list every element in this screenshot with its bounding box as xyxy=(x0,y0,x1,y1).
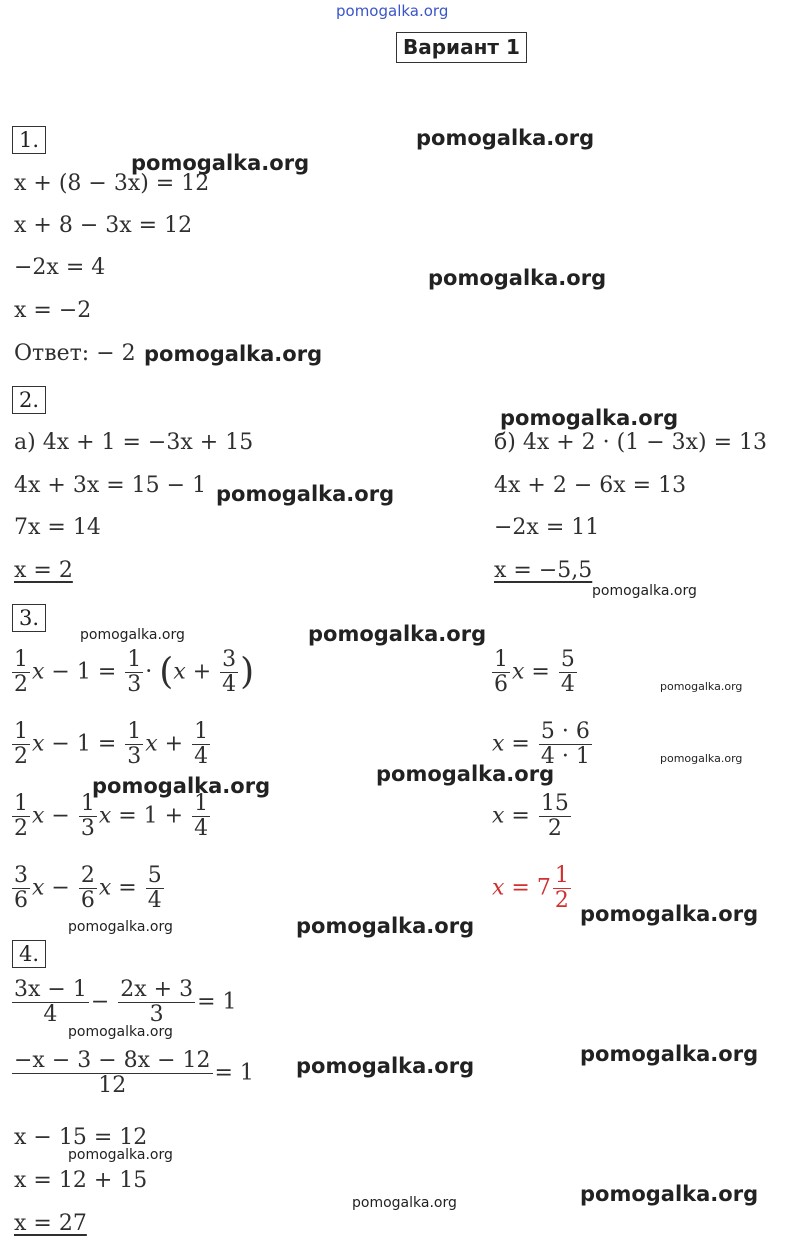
task4-line2: $\frac{-x - 3 - 8x - 12}{12}$ = 1 xyxy=(14,1048,254,1098)
task3-final-answer: x = 7 $\frac{1}{2}$ xyxy=(492,863,569,913)
page-title: Вариант 1 xyxy=(396,32,527,63)
task3-number: 3. xyxy=(12,604,46,632)
task4-line3: x − 15 = 12 xyxy=(14,1125,148,1150)
watermark: pomogalka.org xyxy=(660,752,743,765)
task3-right-line2: x = $\frac{5 \cdot 6}{4 \cdot 1}$ xyxy=(492,719,590,769)
watermark: pomogalka.org xyxy=(68,919,173,935)
watermark: pomogalka.org xyxy=(660,680,743,693)
watermark: pomogalka.org xyxy=(68,1024,173,1040)
task1-line1: x + (8 − 3x) = 12 xyxy=(14,171,210,196)
watermark: pomogalka.org xyxy=(131,151,310,175)
task2-a-line2: 4x + 3x = 15 − 1 xyxy=(14,473,207,498)
task2-b-result: x = −5,5 xyxy=(494,558,593,583)
watermark: pomogalka.org xyxy=(500,406,679,430)
task4-result: x = 27 xyxy=(14,1211,87,1236)
task1-line3: −2x = 4 xyxy=(14,255,106,280)
task3-line4: $\frac{3}{6}$ x − $\frac{2}{6}$ x = $\frac{5}{4}$ xyxy=(14,863,162,913)
task2-a-line1: а) 4x + 1 = −3x + 15 xyxy=(14,430,254,455)
watermark: pomogalka.org xyxy=(428,266,607,290)
task2-b-line1: б) 4x + 2 · (1 − 3x) = 13 xyxy=(494,430,768,455)
task2-a-line3: 7x = 14 xyxy=(14,515,101,540)
task3-line3: $\frac{1}{2}$ x − $\frac{1}{3}$ x = 1 + $\frac{1}{4}$ xyxy=(14,791,209,841)
watermark: pomogalka.org xyxy=(580,902,759,926)
task2-number: 2. xyxy=(12,386,46,414)
task3-line1: $\frac{1}{2}$ x − 1 = $\frac{1}{3}$ · (x + $\frac{3}{4}$ ) xyxy=(14,647,255,697)
header-watermark: pomogalka.org xyxy=(336,2,449,20)
task1-line4: x = −2 xyxy=(14,298,92,323)
answer-label: Ответ: xyxy=(14,341,90,366)
task1-answer xyxy=(14,341,136,367)
task3-line2: $\frac{1}{2}$ x − 1 = $\frac{1}{3}$ x + $\frac{1}{4}$ xyxy=(14,719,209,769)
watermark: pomogalka.org xyxy=(580,1182,759,1206)
task2-a-result: x = 2 xyxy=(14,558,73,583)
watermark: pomogalka.org xyxy=(592,583,697,599)
watermark: pomogalka.org xyxy=(416,126,595,150)
task4-number: 4. xyxy=(12,940,46,968)
watermark: pomogalka.org xyxy=(352,1195,457,1211)
watermark: pomogalka.org xyxy=(144,342,323,366)
answer-value: − 2 xyxy=(96,341,136,366)
watermark: pomogalka.org xyxy=(376,762,555,786)
task4-line1: $\frac{3x - 1}{4}$ − $\frac{2x + 3}{3}$ = 1 xyxy=(14,977,237,1027)
task1-line2: x + 8 − 3x = 12 xyxy=(14,213,193,238)
task2-b-line2: 4x + 2 − 6x = 13 xyxy=(494,473,687,498)
task3-right-line3: x = $\frac{15}{2}$ xyxy=(492,791,569,841)
watermark: pomogalka.org xyxy=(92,774,271,798)
task4-line4: x = 12 + 15 xyxy=(14,1168,148,1193)
watermark: pomogalka.org xyxy=(68,1147,173,1163)
watermark: pomogalka.org xyxy=(80,627,185,643)
watermark: pomogalka.org xyxy=(296,914,475,938)
watermark: pomogalka.org xyxy=(580,1042,759,1066)
task1-number: 1. xyxy=(12,126,46,154)
task2-b-line3: −2x = 11 xyxy=(494,515,600,540)
watermark: pomogalka.org xyxy=(308,622,487,646)
watermark: pomogalka.org xyxy=(296,1054,475,1078)
watermark: pomogalka.org xyxy=(216,482,395,506)
task3-right-line1: $\frac{1}{6}$ x = $\frac{5}{4}$ xyxy=(494,647,575,697)
